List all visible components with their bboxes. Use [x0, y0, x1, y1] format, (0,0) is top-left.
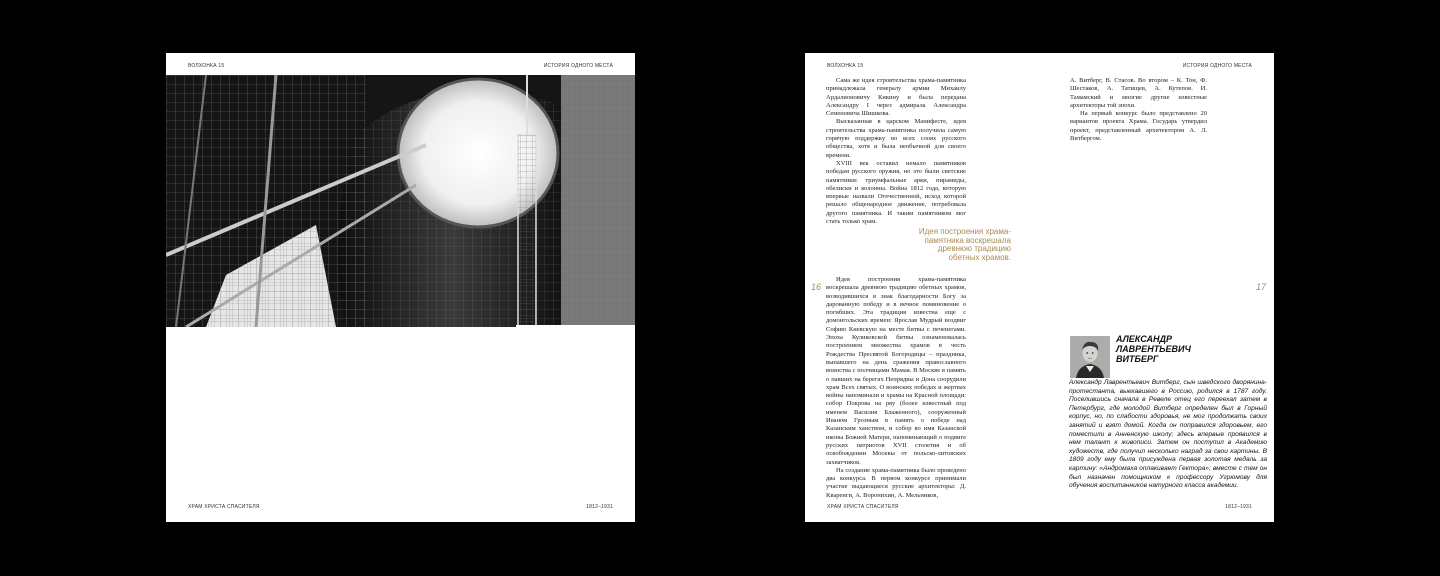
page-number-left: 16: [811, 282, 822, 292]
bio-text: Александр Лаврентьевич Витберг, сын шведского дворянина-протестанта, выехавшего в Россию, родился в 1787 году. Поселившись сначала в Ревеле отец его переехал затем в Петербург, где молодой Витберг определен был в Горный корпус, но, по слабости здоровья, не мог продолжать своих занятий и взят домой. Когда он поправился здоровьем, его поместили в Анненскую школу; здесь впервые проявился в нем талант к живописи. Затем он поступил в Академию художеств, где получил несколько наград за свои картины. В 1809 году ему была присуждена первая золотая медаль за картину: «Андромаха оплакивает Гектора»; вместе с тем он был назначен помощником к профессору Угрюмову для обучения воспитанников натурного класса академии.: [1069, 379, 1267, 490]
paragraph: Идея построения храма-памятника воскрешала древнюю традицию обетных храмов, возводившихся в знак благодарности Богу за дарованную победу и в вечное поминовение о погибших. Эта традиция известна еще с домонгольских времен: Ярослав Мудрый воздвиг Софию Киевскую на месте битвы с печенегами. Эпоха Куликовской битвы ознаменовалась построением множества храмов в честь Рождества Пресвятой Богородицы – праздника, выпавшего на день сражения православного воинства с полчищами Мамая. В Москве в память о павших на берегах Непрядвы и Дона соорудили храм Всех святых. О воинских победах и жертвах войны напоминали и храмы на Красной площади: собор Покрова на рву (более известный под именем Василия Блаженного), сооруженный Иваном Грозным в память о победе над Казанским ханством, и собор во имя Казанской иконы Божией Матери, напоминающий о подвиге русских патриотов XVII столетия и об освобождении Москвы от польско-литовских захватчиков.: [826, 276, 966, 466]
paragraph: Сама же идея строительства храма-памятника принадлежала генералу армии Михаилу Ардалионовичу Кикину и была передана Александру I через адмирала Александра Семеновича Шишкова.: [826, 77, 966, 118]
left-header-section: ИСТОРИЯ ОДНОГО МЕСТА: [543, 63, 613, 69]
paragraph: Высказанная в царском Манифесте, идея строительства храма-памятника получила самую горячую поддержку во всех слоях русского общества, хотя и была необычной для своего времени.: [826, 118, 966, 159]
paragraph: На первый конкурс было представлено 20 вариантов проекта Храма. Государь утвердил проект, представленный архитектором А. Л. Витбергом.: [1070, 110, 1207, 143]
paragraph: На создание храма-памятника было проведено два конкурса. В первом конкурсе принимали участие выдающиеся русские архитекторы: Д. Кваренги, А. Воронихин, А. Мельников,: [826, 466, 966, 499]
paragraph: XVIII век оставил немало памятников победам русского оружия, но это были светские памятники: триумфальные арки, пирамиды, обелиски и колонны. Война 1812 года, которую впервые назвали Отечественной, исход которой решало общенародное движение, потребовала другого памятника. И таким памятником мог стать только храм.: [826, 159, 966, 226]
left-header-magazine: ВОЛХОНКА 15: [188, 63, 225, 69]
construction-dome-photo: [166, 75, 635, 327]
article-column-1: [826, 77, 966, 226]
right-header-section: ИСТОРИЯ ОДНОГО МЕСТА: [1182, 63, 1252, 69]
left-footer-title: ХРАМ ХРИСТА СПАСИТЕЛЯ: [188, 504, 260, 510]
paragraph: А. Витберг, В. Стасов. Во втором – К. Тон, Ф. Шестаков, А. Татищев, А. Кутепов. И. Тамамский и многие другие известные архитекторы той эпохи.: [1070, 77, 1207, 109]
right-footer-title: ХРАМ ХРИСТА СПАСИТЕЛЯ: [827, 504, 899, 510]
right-footer-years: 1812–1931: [1225, 504, 1252, 510]
page-number-right: 17: [1255, 282, 1266, 292]
right-page: [805, 53, 1274, 522]
right-header-magazine: ВОЛХОНКА 15: [827, 63, 864, 69]
article-column-3: [1070, 77, 1207, 143]
bio-name-heading: АЛЕКСАНДР ЛАВРЕНТЬЕВИЧ ВИТБЕРГ: [1116, 334, 1191, 364]
pull-quote: Идея построения храма-памятника воскрешала древнюю традицию обетных храмов.: [918, 227, 1011, 262]
witberg-portrait: [1070, 336, 1110, 378]
article-column-2: [826, 276, 966, 500]
left-footer-years: 1812–1931: [586, 504, 613, 510]
left-page: [166, 53, 635, 522]
